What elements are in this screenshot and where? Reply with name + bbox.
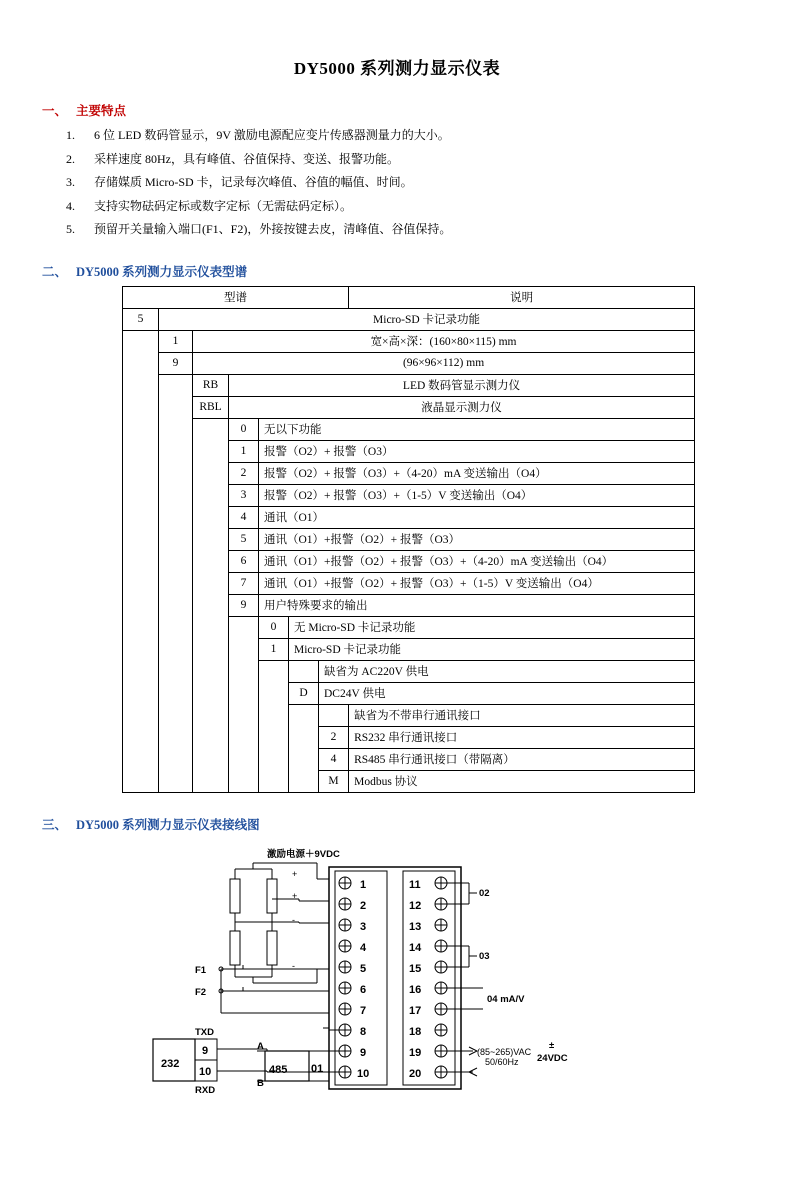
rs485-a-label: A [257, 1040, 264, 1052]
spacer-cell [159, 396, 193, 418]
spacer-cell [193, 528, 229, 550]
spacer-cell [123, 374, 159, 396]
terminal-number: 14 [409, 941, 422, 954]
model-desc: 液晶显示测力仪 [229, 396, 695, 418]
terminal-number: 16 [409, 983, 422, 996]
spacer-cell [123, 682, 159, 704]
txd-label: TXD [195, 1026, 214, 1038]
spacer-cell [123, 770, 159, 792]
section-heading-wiring [42, 815, 794, 833]
spacer-cell [193, 572, 229, 594]
table-row [123, 726, 695, 748]
terminal-number: 5 [360, 962, 367, 975]
terminal-group-left [339, 877, 369, 1080]
spacer-cell [123, 550, 159, 572]
table-row [123, 682, 695, 704]
model-desc: RS232 串行通讯接口 [349, 726, 695, 748]
model-code: 4 [229, 506, 259, 528]
terminal-number: 10 [357, 1067, 370, 1080]
model-desc: 宽×高×深：(160×80×115) mm [193, 330, 695, 352]
spacer-cell [159, 616, 193, 638]
document-page [0, 54, 794, 1177]
model-desc: 缺省为 AC220V 供电 [319, 660, 695, 682]
spacer-cell [193, 440, 229, 462]
terminal-number: 8 [360, 1025, 367, 1038]
spacer-cell [193, 748, 229, 770]
output-label-o3: 03 [479, 950, 490, 962]
model-code: 5 [123, 308, 159, 330]
table-row [123, 748, 695, 770]
spacer-cell [159, 418, 193, 440]
model-code: 3 [229, 484, 259, 506]
model-code: 5 [229, 528, 259, 550]
model-desc: 报警（O2）+ 报警（O3） [259, 440, 695, 462]
rs485-label: 485 [269, 1063, 288, 1076]
terminal-number: 18 [409, 1025, 422, 1038]
list-item-text: 支持实物砝码定标或数字定标（无需砝码定标）。 [94, 198, 353, 213]
list-item-text: 采样速度 80Hz，具有峰值、谷值保持、变送、报警功能。 [94, 151, 399, 166]
table-row [123, 594, 695, 616]
list-item-index: 2. [66, 151, 75, 166]
spacer-cell [229, 616, 259, 638]
model-code [289, 660, 319, 682]
list-item-index: 4. [66, 198, 75, 213]
spacer-cell [229, 682, 259, 704]
model-desc: Modbus 协议 [349, 770, 695, 792]
table-row [123, 704, 695, 726]
spacer-cell [259, 770, 289, 792]
spacer-cell [193, 462, 229, 484]
terminal-number: 6 [360, 983, 367, 996]
model-code: 1 [229, 440, 259, 462]
input-label-f2: F2 [195, 986, 207, 998]
spacer-cell [159, 704, 193, 726]
spacer-cell [229, 770, 259, 792]
spacer-cell [289, 748, 319, 770]
model-code: M [319, 770, 349, 792]
spacer-cell [123, 396, 159, 418]
spacer-cell [123, 572, 159, 594]
model-code: 9 [159, 352, 193, 374]
table-header-model: 型谱 [123, 286, 349, 308]
spacer-cell [123, 484, 159, 506]
spacer-cell [123, 462, 159, 484]
spacer-cell [193, 550, 229, 572]
model-desc: RS485 串行通讯接口（带隔离） [349, 748, 695, 770]
spacer-cell [193, 638, 229, 660]
terminal-number: 11 [409, 878, 421, 891]
model-desc: Micro-SD 卡记录功能 [159, 308, 695, 330]
spacer-cell [159, 440, 193, 462]
list-item [66, 196, 794, 217]
table-row [123, 352, 695, 374]
table-row [123, 396, 695, 418]
table-row [123, 484, 695, 506]
wiring-diagram-svg [117, 843, 677, 1133]
spacer-cell [159, 594, 193, 616]
spacer-cell [193, 484, 229, 506]
rs485-pin: 01 [311, 1062, 324, 1075]
spacer-cell [289, 770, 319, 792]
list-item [66, 149, 794, 170]
model-desc: Micro-SD 卡记录功能 [289, 638, 695, 660]
spacer-cell [123, 704, 159, 726]
model-desc: (96×96×112) mm [193, 352, 695, 374]
section-number: 一、 [42, 104, 68, 118]
terminal-number: 15 [409, 962, 422, 975]
section-number: 三、 [42, 817, 68, 832]
terminal-number: 20 [409, 1067, 422, 1080]
power-dc-sign: ± [549, 1039, 555, 1051]
table-row [123, 638, 695, 660]
model-code [319, 704, 349, 726]
spacer-cell [159, 462, 193, 484]
spacer-cell [159, 660, 193, 682]
spacer-cell [259, 660, 289, 682]
spacer-cell [123, 594, 159, 616]
spacer-cell [259, 748, 289, 770]
rs232-label: 232 [161, 1057, 180, 1070]
spacer-cell [123, 440, 159, 462]
table-header-desc: 说明 [349, 286, 695, 308]
spacer-cell [193, 506, 229, 528]
spacer-cell [159, 682, 193, 704]
spacer-cell [159, 484, 193, 506]
model-code: 1 [259, 638, 289, 660]
model-code: 6 [229, 550, 259, 572]
section-number: 二、 [42, 264, 68, 279]
section-heading-features [42, 101, 794, 119]
section-heading-model-table [42, 262, 794, 280]
list-item [66, 172, 794, 193]
spacer-cell [123, 352, 159, 374]
table-row [123, 440, 695, 462]
power-freq-label: 50/60Hz [485, 1056, 519, 1067]
spacer-cell [159, 550, 193, 572]
spacer-cell [229, 726, 259, 748]
terminal-number: 19 [409, 1046, 422, 1059]
model-code: 0 [229, 418, 259, 440]
terminal-group-right [409, 877, 447, 1080]
model-table [122, 286, 695, 793]
model-desc: 报警（O2）+ 报警（O3）+（4-20）mA 变送输出（O4） [259, 462, 695, 484]
model-desc: 通讯（O1）+报警（O2）+ 报警（O3）+（4-20）mA 变送输出（O4） [259, 550, 695, 572]
table-row [123, 330, 695, 352]
table-row [123, 572, 695, 594]
model-desc: 用户特殊要求的输出 [259, 594, 695, 616]
input-label-f1: F1 [195, 964, 207, 976]
terminal-number: 1 [360, 878, 367, 891]
spacer-cell [193, 770, 229, 792]
spacer-cell [123, 616, 159, 638]
spacer-cell [229, 638, 259, 660]
spacer-cell [123, 660, 159, 682]
table-row [123, 374, 695, 396]
rxd-label: RXD [195, 1084, 216, 1096]
section-label: DY5000 系列测力显示仪表型谱 [76, 264, 248, 279]
list-item-text: 预留开关量输入端口(F1、F2)，外接按键去皮，清峰值、谷值保持。 [94, 222, 452, 236]
spacer-cell [193, 660, 229, 682]
spacer-cell [229, 704, 259, 726]
model-desc: LED 数码管显示测力仪 [229, 374, 695, 396]
terminal-number: 3 [360, 920, 367, 933]
spacer-cell [159, 528, 193, 550]
spacer-cell [193, 726, 229, 748]
table-row [123, 418, 695, 440]
model-code: RB [193, 374, 229, 396]
spacer-cell [193, 594, 229, 616]
model-desc: 通讯（O1）+报警（O2）+ 报警（O3） [259, 528, 695, 550]
terminal-number: 4 [360, 941, 367, 954]
spacer-cell [159, 726, 193, 748]
model-code: 2 [229, 462, 259, 484]
spacer-cell [123, 748, 159, 770]
table-row [123, 770, 695, 792]
section-label: DY5000 系列测力显示仪表接线图 [76, 817, 260, 832]
terminal-number: 13 [409, 920, 422, 933]
spacer-cell [259, 704, 289, 726]
spacer-cell [123, 418, 159, 440]
terminal-number: 17 [409, 1004, 422, 1017]
list-item-text: 6 位 LED 数码管显示，9V 激励电源配应变片传感器测量力的大小。 [94, 128, 450, 142]
spacer-cell [259, 682, 289, 704]
table-row [123, 528, 695, 550]
model-desc: 缺省为不带串行通讯接口 [349, 704, 695, 726]
polarity-plus-1: + [292, 868, 298, 879]
list-item-index: 1. [66, 128, 75, 142]
spacer-cell [123, 528, 159, 550]
model-desc: 通讯（O1） [259, 506, 695, 528]
list-item-index: 5. [66, 222, 75, 236]
model-desc: 无以下功能 [259, 418, 695, 440]
spacer-cell [123, 638, 159, 660]
spacer-cell [123, 726, 159, 748]
spacer-cell [193, 418, 229, 440]
table-row [123, 550, 695, 572]
feature-list [66, 125, 794, 240]
spacer-cell [159, 770, 193, 792]
spacer-cell [123, 330, 159, 352]
list-item [66, 219, 794, 240]
model-code: 9 [229, 594, 259, 616]
spacer-cell [159, 374, 193, 396]
spacer-cell [289, 726, 319, 748]
terminal-number: 9 [360, 1046, 367, 1059]
spacer-cell [159, 506, 193, 528]
spacer-cell [123, 506, 159, 528]
power-ac-label: (85~265)VAC [477, 1046, 532, 1057]
terminal-number: 2 [360, 899, 367, 912]
model-code: 1 [159, 330, 193, 352]
table-header-row [123, 286, 695, 308]
terminal-number: 7 [360, 1004, 367, 1017]
spacer-cell [193, 704, 229, 726]
list-item [66, 125, 794, 146]
polarity-plus-2: + [292, 890, 298, 901]
spacer-cell [229, 748, 259, 770]
model-code: 2 [319, 726, 349, 748]
page-title: DY5000 系列测力显示仪表 [293, 59, 501, 78]
list-item-text: 存储媒质 Micro-SD 卡，记录每次峰值、谷值的幅值、时间。 [94, 175, 413, 189]
model-code: D [289, 682, 319, 704]
power-dc-label: 24VDC [537, 1052, 568, 1064]
spacer-cell [159, 748, 193, 770]
model-desc: 通讯（O1）+报警（O2）+ 报警（O3）+（1-5）V 变送输出（O4） [259, 572, 695, 594]
model-desc: 报警（O2）+ 报警（O3）+（1-5）V 变送输出（O4） [259, 484, 695, 506]
terminal-number: 12 [409, 899, 422, 912]
polarity-minus-1: - [292, 914, 295, 925]
output-label-o2: 02 [479, 887, 490, 899]
spacer-cell [259, 726, 289, 748]
table-row [123, 308, 695, 330]
model-code: 4 [319, 748, 349, 770]
polarity-minus-2: - [292, 960, 295, 971]
spacer-cell [159, 572, 193, 594]
table-row [123, 462, 695, 484]
model-desc: DC24V 供电 [319, 682, 695, 704]
model-code: RBL [193, 396, 229, 418]
spacer-cell [159, 638, 193, 660]
wiring-diagram [0, 843, 794, 1143]
model-code: 7 [229, 572, 259, 594]
spacer-cell [193, 682, 229, 704]
table-row [123, 506, 695, 528]
section-label: 主要特点 [76, 104, 127, 118]
table-row [123, 616, 695, 638]
table-row [123, 660, 695, 682]
spacer-cell [289, 704, 319, 726]
list-item-index: 3. [66, 175, 75, 189]
model-desc: 无 Micro-SD 卡记录功能 [289, 616, 695, 638]
output-label-o4: 04 mA/V [487, 993, 525, 1005]
rs232-pin-9: 9 [202, 1044, 209, 1057]
rs485-b-label: B [257, 1077, 264, 1089]
spacer-cell [193, 616, 229, 638]
excitation-label: 激励电源＋9VDC [267, 848, 340, 860]
rs232-pin-10: 10 [199, 1065, 212, 1078]
model-code: 0 [259, 616, 289, 638]
spacer-cell [229, 660, 259, 682]
